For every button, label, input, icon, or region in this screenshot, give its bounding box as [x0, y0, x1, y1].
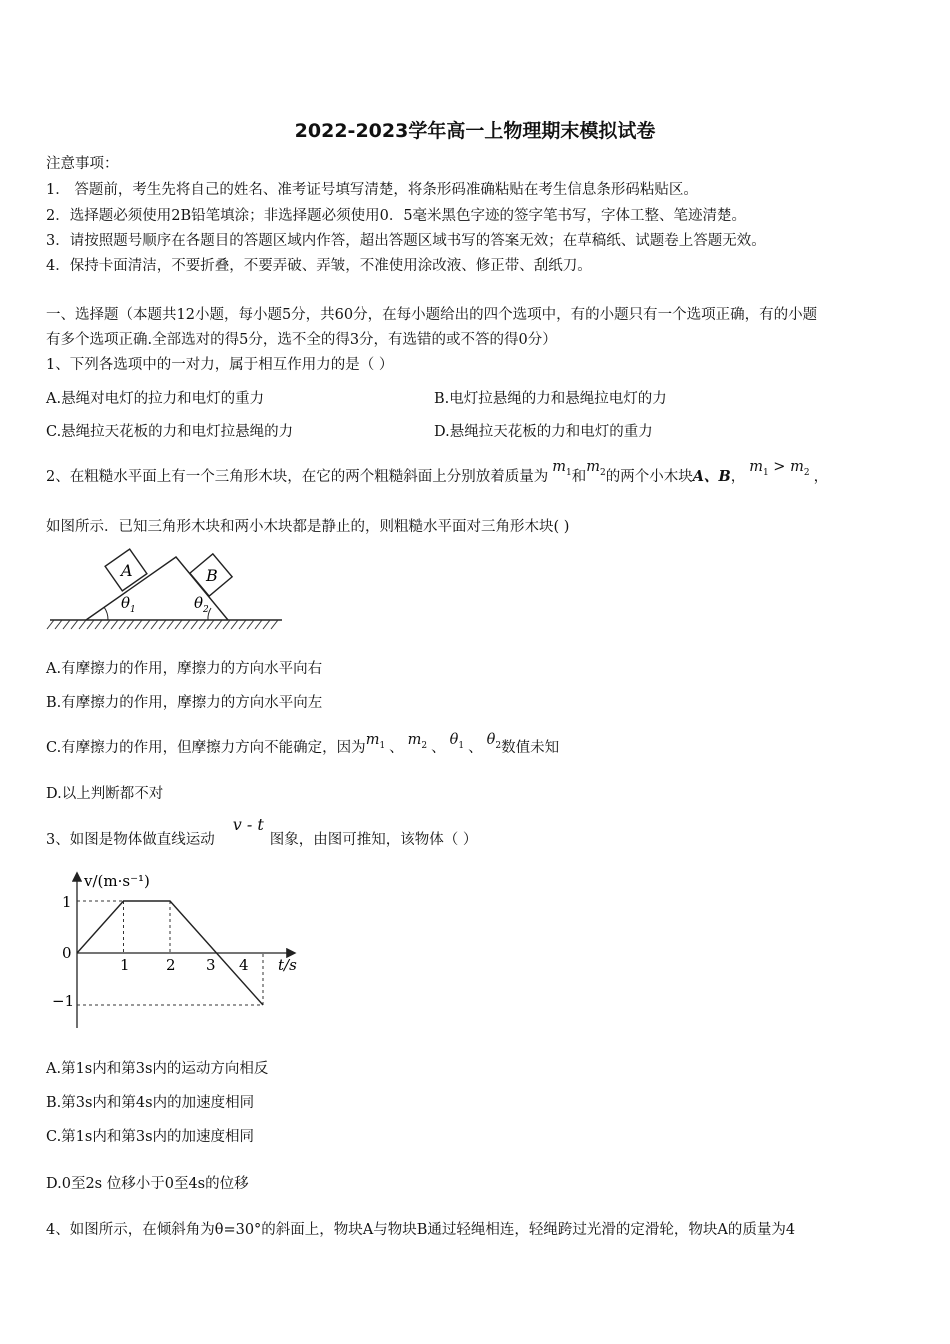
c-m2: $m_2$ [407, 732, 428, 751]
x-tick-label-2: 2 [166, 956, 176, 974]
section-heading-line2: 有多个选项正确.全部选对的得5分，选不全的得3分，有选错的或不答的得0分） [46, 332, 557, 348]
q2-m2: $m_2$ [586, 459, 606, 478]
block-a-label: A [121, 561, 133, 580]
vt-symbol: v - t [232, 815, 264, 834]
q3-stem: 3、如图是物体做直线运动v - t图象，由图可推知，该物体（ ） [46, 815, 478, 848]
q1-option-a: A.悬绳对电灯的拉力和电灯的重力 [46, 391, 265, 407]
q2-stem2: 如图所示．已知三角形木块和两小木块都是静止的，则粗糙水平面对三角形木块( ) [46, 519, 570, 535]
q1-stem: 1、下列各选项中的一对力，属于相互作用力的是（ ） [46, 357, 394, 373]
q3-option-b: B.第3s内和第4s内的加速度相同 [46, 1095, 255, 1111]
x-axis-label: t/s [278, 956, 297, 974]
block-b-label: B [206, 566, 218, 585]
c-m1: $m_1$ [365, 732, 386, 751]
q2-option-a: A.有摩擦力的作用，摩擦力的方向水平向右 [46, 661, 323, 677]
theta2-label: $\theta_2$ [194, 594, 209, 615]
theta1-label: $\theta_1$ [121, 594, 136, 615]
c-theta1: $\theta_1$ [449, 732, 465, 751]
q2-option-c: C.有摩擦力的作用，但摩擦力方向不能确定，因为$m_1$ 、 $m_2$ 、 $\theta_1$ 、 $\theta_2$数值未知 [46, 732, 560, 756]
q2-stem: 2、在粗糙水平面上有一个三角形木块，在它的两个粗糙斜面上分别放着质量为$m_1$和$m_2$的两个小木块A、B，$m_1 > m_2$ ， [46, 459, 829, 485]
notice-item-2: 2．选择题必须使用2B铅笔填涂；非选择题必须使用0．5毫米黑色字迹的签字笔书写，字体工整、笔迹清楚。 [46, 208, 747, 224]
q3-option-c: C.第1s内和第3s内的加速度相同 [46, 1129, 255, 1145]
c-theta2: $\theta_2$ [486, 732, 502, 751]
q2-m1-gt-m2: $m_1 > m_2$ [749, 459, 810, 478]
y-tick-label-0: 0 [62, 944, 72, 962]
q1-option-b: B.电灯拉悬绳的力和悬绳拉电灯的力 [434, 391, 667, 407]
x-tick-label-4: 4 [239, 956, 249, 974]
page-title: 2022-2023学年高一上物理期末模拟试卷 [294, 120, 656, 142]
notice-item-1: 1． 答题前，考生先将自己的姓名、准考证号填写清楚，将条形码准确粘贴在考生信息条形码粘贴区。 [46, 182, 698, 198]
q2-option-b: B.有摩擦力的作用，摩擦力的方向水平向左 [46, 695, 323, 711]
notice-item-4: 4．保持卡面清洁，不要折叠，不要弄破、弄皱，不准使用涂改液、修正带、刮纸刀。 [46, 258, 592, 274]
q1-option-d: D.悬绳拉天花板的力和电灯的重力 [434, 424, 653, 440]
y-tick-label-neg1: −1 [52, 992, 75, 1010]
q1-option-c: C.悬绳拉天花板的力和电灯拉悬绳的力 [46, 424, 294, 440]
q3-option-d: D.0至2s 位移小于0至4s的位移 [46, 1176, 249, 1192]
q2-wedge-figure [46, 545, 286, 635]
y-tick-label-1: 1 [62, 893, 72, 911]
notice-heading: 注意事项： [46, 156, 119, 172]
q2-stem-a: 2、在粗糙水平面上有一个三角形木块，在它的两个粗糙斜面上分别放着质量为 [46, 469, 549, 485]
section-heading-line1: 一、选择题（本题共12小题，每小题5分，共60分，在每小题给出的四个选项中，有的小题只有一个选项正确，有的小题 [46, 307, 818, 323]
q3-option-a: A.第1s内和第3s内的运动方向相反 [46, 1061, 269, 1077]
notice-item-3: 3．请按照题号顺序在各题目的答题区域内作答，超出答题区域书写的答案无效；在草稿纸、试题卷上答题无效。 [46, 233, 766, 249]
q2-m1: $m_1$ [552, 459, 572, 478]
x-tick-label-3: 3 [206, 956, 216, 974]
q4-stem: 4、如图所示，在倾斜角为θ=30°的斜面上，物块A与物块B通过轻绳相连，轻绳跨过光滑的定滑轮，物块A的质量为4 [46, 1222, 796, 1238]
y-axis-label: v/(m·s⁻¹) [84, 872, 150, 890]
x-tick-label-1: 1 [120, 956, 130, 974]
q2-option-d: D.以上判断都不对 [46, 786, 164, 802]
vt-chart [46, 868, 316, 1038]
